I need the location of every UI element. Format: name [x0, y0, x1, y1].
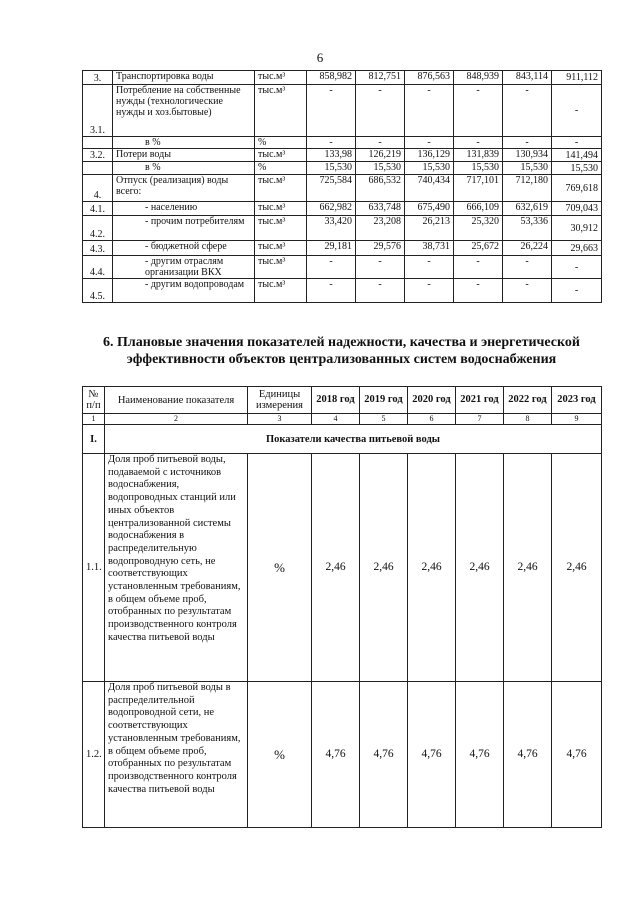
table-row: [83, 149, 602, 162]
row-name: Потребление на собственные нужды (технологические нужды и хоз.бытовые): [113, 85, 255, 137]
column-index: 9: [552, 414, 602, 425]
header-year: 2021 год: [456, 387, 504, 414]
row-value: -: [405, 279, 454, 303]
row-value: -: [503, 85, 552, 137]
row-value-last: -: [552, 279, 602, 303]
table-row: [83, 162, 602, 175]
section-row: [83, 425, 602, 454]
column-index: 3: [248, 414, 312, 425]
row-number: [83, 137, 113, 149]
indicator-name: Доля проб питьевой воды в распределительной водопроводной сети, не соответствующих установленным требованиям, в общем объеме проб, отобранных по результатам производственного контроля качества питьевой воды: [105, 682, 248, 828]
indicator-value: 4,76: [504, 682, 552, 828]
table-row: [83, 241, 602, 256]
indicator-unit: %: [248, 682, 312, 828]
header-no: № п/п: [83, 387, 105, 414]
column-index: 5: [360, 414, 408, 425]
row-value: -: [454, 137, 503, 149]
row-value: 15,530: [503, 162, 552, 175]
row-value-last: 15,530: [552, 162, 602, 175]
indicator-value: 2,46: [408, 454, 456, 682]
column-index: 2: [105, 414, 248, 425]
row-value: 632,619: [503, 202, 552, 216]
row-value: -: [356, 256, 405, 279]
indicator-value: 2,46: [504, 454, 552, 682]
row-unit: тыс.м³: [255, 241, 307, 256]
row-value-last: 29,663: [552, 241, 602, 256]
row-value: -: [307, 137, 356, 149]
row-value-last: -: [552, 256, 602, 279]
table-row: [83, 175, 602, 202]
row-unit: тыс.м³: [255, 71, 307, 85]
indicator-value: 2,46: [456, 454, 504, 682]
row-value: 25,672: [454, 241, 503, 256]
row-value: 130,934: [503, 149, 552, 162]
row-number: 4.5.: [83, 279, 113, 303]
row-number: 3.2.: [83, 149, 113, 162]
indicator-no: 1.1.: [83, 454, 105, 682]
column-index: 4: [312, 414, 360, 425]
row-value-last: 141,494: [552, 149, 602, 162]
row-value: 23,208: [356, 216, 405, 241]
row-unit: тыс.м³: [255, 85, 307, 137]
indicator-value: 4,76: [456, 682, 504, 828]
row-value: 740,434: [405, 175, 454, 202]
row-value: 131,839: [454, 149, 503, 162]
indicator-value: 2,46: [312, 454, 360, 682]
table-row: [83, 85, 602, 137]
page-number: 6: [316, 50, 324, 65]
header-year: 2022 год: [504, 387, 552, 414]
row-unit: тыс.м³: [255, 216, 307, 241]
row-value: -: [405, 137, 454, 149]
row-value: 725,584: [307, 175, 356, 202]
row-value: 126,219: [356, 149, 405, 162]
row-name: в %: [113, 162, 255, 175]
section-title: Показатели качества питьевой воды: [105, 425, 602, 454]
row-value: 675,490: [405, 202, 454, 216]
section-no: I.: [83, 425, 105, 454]
table-row: [83, 137, 602, 149]
row-value-last: 709,043: [552, 202, 602, 216]
row-number: 4.2.: [83, 216, 113, 241]
row-value: 15,530: [454, 162, 503, 175]
row-value: 26,213: [405, 216, 454, 241]
row-name: Отпуск (реализация) воды всего:: [113, 175, 255, 202]
header-year: 2018 год: [312, 387, 360, 414]
row-value: -: [454, 279, 503, 303]
row-name: в %: [113, 137, 255, 149]
row-value: 25,320: [454, 216, 503, 241]
header-year: 2019 год: [360, 387, 408, 414]
table-row: [83, 256, 602, 279]
row-value: 633,748: [356, 202, 405, 216]
column-index: 1: [83, 414, 105, 425]
row-value: 876,563: [405, 71, 454, 85]
row-value: 15,530: [356, 162, 405, 175]
row-value: -: [356, 85, 405, 137]
row-value: -: [405, 85, 454, 137]
row-value: -: [454, 256, 503, 279]
row-value: -: [503, 279, 552, 303]
row-value: 136,129: [405, 149, 454, 162]
row-value: -: [503, 256, 552, 279]
row-name: - другим отраслям организации ВКХ: [113, 256, 255, 279]
row-number: 4.4.: [83, 256, 113, 279]
indicator-name: Доля проб питьевой воды, подаваемой с источников водоснабжения, водопроводных станций или иных объектов централизованной системы водоснабжения в распределительную водопроводную сеть, не соответствующих установленным требованиям, в общем объеме проб, отобранных по результатам производственного контроля качества питьевой воды: [105, 454, 248, 682]
row-value: -: [454, 85, 503, 137]
row-value: 848,939: [454, 71, 503, 85]
row-value: 29,576: [356, 241, 405, 256]
row-value: 858,982: [307, 71, 356, 85]
row-value: 666,109: [454, 202, 503, 216]
row-value: -: [356, 279, 405, 303]
row-value: 15,530: [405, 162, 454, 175]
row-value-last: 911,112: [552, 71, 602, 85]
row-unit: %: [255, 162, 307, 175]
row-number: 3.1.: [83, 85, 113, 137]
row-value: -: [405, 256, 454, 279]
row-unit: %: [255, 137, 307, 149]
row-value: 53,336: [503, 216, 552, 241]
indicator-no: 1.2.: [83, 682, 105, 828]
column-index: 8: [504, 414, 552, 425]
row-value: 812,751: [356, 71, 405, 85]
table-row: [83, 202, 602, 216]
table-row: [83, 216, 602, 241]
header-year: 2020 год: [408, 387, 456, 414]
column-index-row: [83, 414, 602, 425]
row-number: 3.: [83, 71, 113, 85]
row-value: 38,731: [405, 241, 454, 256]
indicator-value: 4,76: [552, 682, 602, 828]
table-row: [83, 279, 602, 303]
row-value: 662,982: [307, 202, 356, 216]
row-value: 843,114: [503, 71, 552, 85]
row-name: Потери воды: [113, 149, 255, 162]
row-unit: тыс.м³: [255, 149, 307, 162]
row-value: -: [503, 137, 552, 149]
row-value-last: -: [552, 85, 602, 137]
row-value: 29,181: [307, 241, 356, 256]
header-year: 2023 год: [552, 387, 602, 414]
row-name: Транспортировка воды: [113, 71, 255, 85]
column-index: 6: [408, 414, 456, 425]
indicator-row: [83, 682, 602, 828]
row-value: -: [307, 279, 356, 303]
row-value-last: 30,912: [552, 216, 602, 241]
row-number: 4.: [83, 175, 113, 202]
indicator-value: 2,46: [552, 454, 602, 682]
row-number: 4.3.: [83, 241, 113, 256]
header-unit: Единицы измерения: [248, 387, 312, 414]
row-unit: тыс.м³: [255, 279, 307, 303]
row-number: 4.1.: [83, 202, 113, 216]
row-value-last: -: [552, 137, 602, 149]
header-row: [83, 387, 602, 414]
row-name: - другим водопроводам: [113, 279, 255, 303]
row-name: - бюджетной сфере: [113, 241, 255, 256]
row-name: - прочим потребителям: [113, 216, 255, 241]
section-heading: 6. Плановые значения показателей надежности, качества и энергетической эффективности объектов централизованных систем водоснабжения: [103, 335, 580, 367]
header-name: Наименование показателя: [105, 387, 248, 414]
row-value: -: [356, 137, 405, 149]
indicator-value: 2,46: [360, 454, 408, 682]
indicator-value: 4,76: [408, 682, 456, 828]
row-value: 133,98: [307, 149, 356, 162]
column-index: 7: [456, 414, 504, 425]
indicators-table: [82, 386, 602, 828]
row-value: 686,532: [356, 175, 405, 202]
row-unit: тыс.м³: [255, 256, 307, 279]
row-unit: тыс.м³: [255, 202, 307, 216]
row-unit: тыс.м³: [255, 175, 307, 202]
table-row: [83, 71, 602, 85]
water-balance-table: [82, 70, 602, 303]
row-value: 33,420: [307, 216, 356, 241]
row-value: 15,530: [307, 162, 356, 175]
row-value: 712,180: [503, 175, 552, 202]
row-value: 717,101: [454, 175, 503, 202]
row-number: [83, 162, 113, 175]
row-value: 26,224: [503, 241, 552, 256]
indicator-unit: %: [248, 454, 312, 682]
row-value-last: 769,618: [552, 175, 602, 202]
indicator-row: [83, 454, 602, 682]
indicator-value: 4,76: [312, 682, 360, 828]
row-name: - населению: [113, 202, 255, 216]
row-value: -: [307, 256, 356, 279]
indicator-value: 4,76: [360, 682, 408, 828]
row-value: -: [307, 85, 356, 137]
